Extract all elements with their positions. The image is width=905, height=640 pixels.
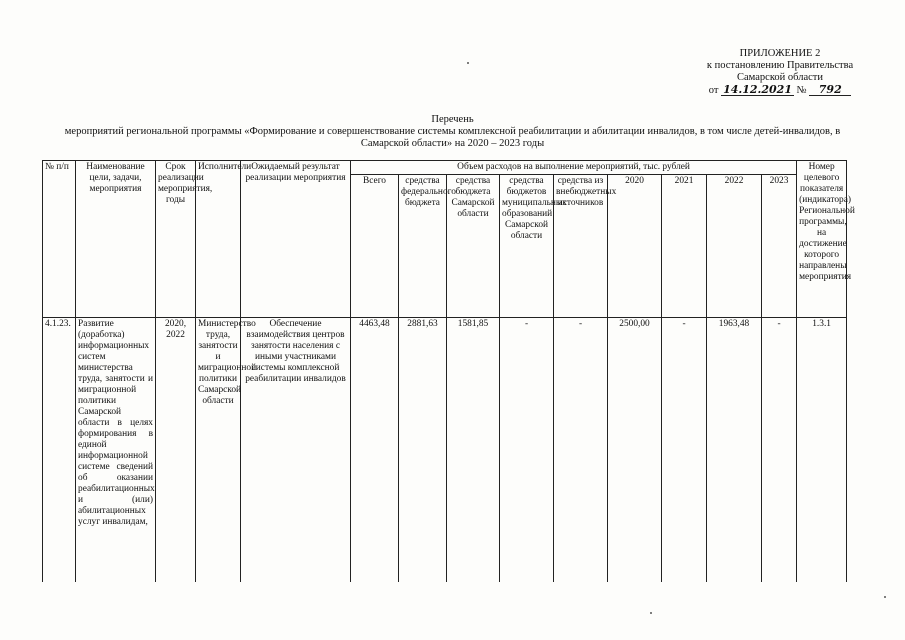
scan-speck bbox=[884, 596, 886, 598]
document-title bbox=[40, 114, 865, 150]
appendix-header bbox=[690, 48, 870, 97]
appendix-prefix: от bbox=[708, 85, 719, 96]
cell-result: Обеспечение взаимодействия центров занятости населения с иными участниками системы комплексной реабилитации инвалидов bbox=[241, 318, 351, 583]
header-extra: средства из внебюджетных источников bbox=[554, 175, 608, 318]
header-2023: 2023 bbox=[762, 175, 797, 318]
cell-total: 4463,48 bbox=[351, 318, 399, 583]
header-regional: средства бюджета Самарской области bbox=[447, 175, 500, 318]
appendix-number: 792 bbox=[809, 84, 851, 96]
appendix-line-1: к постановлению Правительства bbox=[706, 60, 854, 71]
appendix-date-line bbox=[690, 84, 870, 97]
cell-2022: 1963,48 bbox=[707, 318, 762, 583]
header-num: № п/п bbox=[43, 161, 76, 318]
header-2022: 2022 bbox=[707, 175, 762, 318]
header-name: Наименование цели, задачи, мероприятия bbox=[76, 161, 156, 318]
header-federal: средства федерального бюджета bbox=[399, 175, 447, 318]
appendix-line-2: Самарской области bbox=[737, 72, 823, 83]
cell-indicator: 1.3.1 bbox=[797, 318, 847, 583]
header-term: Срок реализации мероприятия, годы bbox=[156, 161, 196, 318]
cell-municipal: - bbox=[500, 318, 554, 583]
header-total: Всего bbox=[351, 175, 399, 318]
cell-2020: 2500,00 bbox=[608, 318, 662, 583]
header-volume: Объем расходов на выполнение мероприятий, тыс. рублей bbox=[351, 161, 797, 175]
scan-speck bbox=[650, 612, 652, 614]
scan-speck bbox=[467, 62, 469, 64]
cell-2021: - bbox=[662, 318, 707, 583]
cell-name: Развитие (доработка) информационных систем министерства труда, занятости и миграционной политики Самарской области в целях формирования в единой информационной системе сведений об оказании реабилитационных и (или) абилитационных услуг инвалидам, bbox=[76, 318, 156, 583]
header-result: Ожидаемый результат реализации мероприятия bbox=[241, 161, 351, 318]
measures-table bbox=[42, 160, 855, 582]
cell-federal: 2881,63 bbox=[399, 318, 447, 583]
title-line-1: Перечень bbox=[431, 114, 474, 125]
header-2021: 2021 bbox=[662, 175, 707, 318]
cell-extra: - bbox=[554, 318, 608, 583]
header-executor: Исполнители bbox=[196, 161, 241, 318]
cell-regional: 1581,85 bbox=[447, 318, 500, 583]
cell-num: 4.1.23. bbox=[43, 318, 76, 583]
appendix-date: 14.12.2021 bbox=[723, 83, 792, 96]
table-row bbox=[43, 318, 847, 583]
header-2020: 2020 bbox=[608, 175, 662, 318]
appendix-title: ПРИЛОЖЕНИЕ 2 bbox=[739, 48, 821, 59]
title-line-2: мероприятий региональной программы «Формирование и совершенствование системы комплексной реабилитации и абилитации инвалидов, в том числе детей-инвалидов, в Самарской области» на 2020 – 2023 годы bbox=[64, 126, 841, 149]
cell-executor: Министерство труда, занятости и миграционной политики Самарской области bbox=[196, 318, 241, 583]
header-municipal: средства бюджетов муниципальных образований Самарской области bbox=[500, 175, 554, 318]
cell-2023: - bbox=[762, 318, 797, 583]
appendix-number-sign: № bbox=[796, 85, 807, 96]
cell-term: 2020, 2022 bbox=[156, 318, 196, 583]
header-indicator: Номер целевого показателя (индикатора) Региональной программы, на достижение которого направлены мероприятия bbox=[797, 161, 847, 318]
